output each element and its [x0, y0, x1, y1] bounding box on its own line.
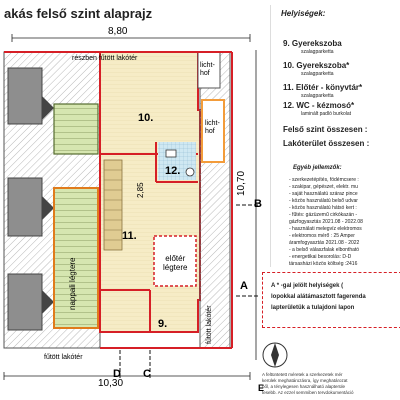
compass-label: E [258, 383, 265, 393]
top-dimension-label: 8,80 [108, 26, 128, 37]
sink-icon [166, 150, 176, 157]
compass-icon [263, 343, 287, 367]
room-11: 11. [122, 230, 137, 242]
section-mark-d: D [113, 368, 121, 380]
roof-windows [8, 68, 42, 330]
right-strip [200, 52, 230, 348]
toilet-icon [186, 168, 194, 176]
room-12: 12. [165, 165, 181, 177]
bottom-dimension-line [4, 372, 250, 380]
bottom-dimension-label: 10,30 [98, 378, 124, 389]
section-mark-a: A [240, 280, 248, 292]
living-void-label: nappali légtere [68, 257, 77, 310]
top-dimension-line [12, 34, 250, 42]
lichthof-top-label: licht- hof [200, 62, 215, 77]
legend-item-9-sub: szalagparketta [301, 49, 334, 55]
section-mark-b: B [254, 198, 262, 210]
section-mark-c: C [143, 368, 151, 380]
legend-item-11: 11. Előtér - könyvtár* [283, 83, 363, 92]
note-box [262, 272, 400, 328]
right-strip-label: fűtött lakótér [206, 305, 213, 344]
lichthof-mid-label: licht- hof [205, 120, 220, 135]
terrace-top-label: részben fűtött lakótér [72, 55, 138, 62]
disclaimer-text: A feltüntetett méretek a szerkezetek mér kerülek meghatározásra, így meghatározat ből, a ténylegesen használható alapterüle tesebb. Az ezzel semmiben tervdokumentáció [262, 372, 354, 395]
legend-panel [270, 5, 400, 267]
plan-title: akás felső szint alaprajz [4, 6, 153, 21]
features-list: - szerkezetépítés, födémcsere : - szakipar, gépészet, elektr. mu - saját használatú száraz pince - közös használatú belső udvar - közös használatú hátsó kert : - fűtés: gázüzemű cirkókazán - gázfogyasztás 2021.08 - 2022.08 - használati melegvíz elektromos - elektromos mérő : 25 Amper áramfogyasztás 2021.08 - 2022 - a belső válaszfalak elbontható - energetikai besorolás: D-D társasházi közös költség :2416 [289, 177, 363, 267]
features-heading: Egyéb jellemzők: [293, 165, 342, 171]
total-upper-floor: Felső szint összesen : [283, 125, 368, 134]
hall-void-label: előtér légtere [163, 254, 188, 272]
legend-item-12-sub: laminált padló burkolat [301, 111, 352, 117]
right-dimension-label: 10,70 [236, 170, 247, 196]
legend-item-11-sub: szalagparketta [301, 93, 334, 99]
room-9: 9. [158, 318, 168, 330]
total-living-area: Lakóterület összesen : [283, 139, 370, 148]
room-10: 10. [138, 112, 154, 124]
stair-block [104, 160, 122, 250]
note-text: A * -gal jelölt helyiségek ( lopokkal alátámasztott fagerenda lapterületük a tulajdoni lapon [271, 283, 366, 311]
legend-heading: Helyiségek: [281, 9, 326, 18]
height-mark: 2,85 [136, 182, 145, 198]
legend-item-9: 9. Gyerekszoba [283, 39, 342, 48]
terrace-bottom-label: fűtött lakótér [44, 354, 83, 361]
legend-item-10-sub: szalagparketta [301, 71, 334, 77]
stair-void-upper [54, 104, 98, 154]
legend-item-12: 12. WC - kézmosó* [283, 101, 355, 110]
legend-item-10: 10. Gyerekszoba* [283, 61, 350, 70]
